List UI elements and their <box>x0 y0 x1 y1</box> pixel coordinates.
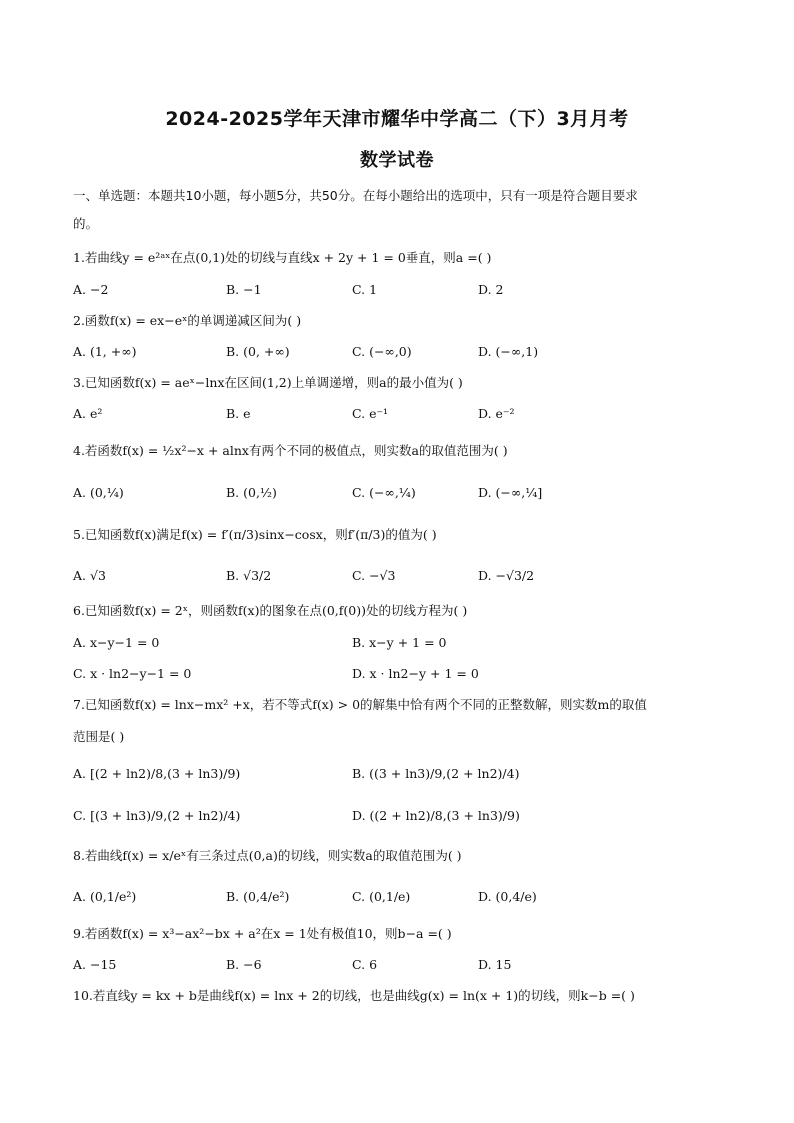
question-4-option-d: D. (−∞,¼] <box>478 485 543 500</box>
question-7-option-b: B. ((3 + ln3)/9,(2 + ln2)/4) <box>352 766 520 781</box>
question-5-option-a: A. √3 <box>73 568 106 583</box>
question-1-option-d: D. 2 <box>478 282 504 297</box>
question-10-stem: 10.若直线y = kx + b是曲线f(x) = lnx + 2的切线，也是曲线g(x) = ln(x + 1)的切线，则k−b =( ) <box>73 988 635 1003</box>
question-7-stem: 7.已知函数f(x) = lnx−mx² +x，若不等式f(x) > 0的解集中恰有两个不同的正整数解，则实数m的取值 <box>73 697 647 712</box>
question-8-option-c: C. (0,1/e) <box>352 889 411 904</box>
question-3-stem: 3.已知函数f(x) = aeˣ−lnx在区间(1,2)上单调递增，则a的最小值为( ) <box>73 375 463 390</box>
question-9-option-b: B. −6 <box>226 957 262 972</box>
question-3-option-a: A. e² <box>73 406 103 421</box>
question-2-stem: 2.函数f(x) = ex−eˣ的单调递减区间为( ) <box>73 313 302 328</box>
question-1-stem: 1.若曲线y = e²ᵃˣ在点(0,1)处的切线与直线x + 2y + 1 = 0垂直，则a =( ) <box>73 250 492 265</box>
question-4-option-b: B. (0,½) <box>226 485 277 500</box>
page-subtitle: 数学试卷 <box>360 150 434 171</box>
question-2-option-d: D. (−∞,1) <box>478 344 539 359</box>
question-8-option-a: A. (0,1/e²) <box>73 889 137 904</box>
question-3-option-d: D. e⁻² <box>478 406 515 421</box>
question-4-option-a: A. (0,¼) <box>73 485 124 500</box>
question-7-option-a: A. [(2 + ln2)/8,(3 + ln3)/9) <box>73 766 241 781</box>
question-7-stem-cont: 范围是( ) <box>73 729 125 744</box>
question-3-option-b: B. e <box>226 406 251 421</box>
question-7-option-d: D. ((2 + ln2)/8,(3 + ln3)/9) <box>352 808 520 823</box>
question-5-option-c: C. −√3 <box>352 568 396 583</box>
question-8-option-b: B. (0,4/e²) <box>226 889 290 904</box>
question-6-option-d: D. x · ln2−y + 1 = 0 <box>352 666 479 681</box>
question-7-option-c: C. [(3 + ln3)/9,(2 + ln2)/4) <box>73 808 241 823</box>
question-1-option-c: C. 1 <box>352 282 378 297</box>
question-6-option-c: C. x · ln2−y−1 = 0 <box>73 666 192 681</box>
question-4-option-c: C. (−∞,¼) <box>352 485 416 500</box>
page-title: 2024-2025学年天津市耀华中学高二（下）3月月考 <box>165 108 629 130</box>
section-heading-line1: 一、单选题：本题共10小题，每小题5分，共50分。在每小题给出的选项中，只有一项是符合题目要求 <box>73 188 638 203</box>
question-9-option-d: D. 15 <box>478 957 512 972</box>
question-6-option-b: B. x−y + 1 = 0 <box>352 635 447 650</box>
question-1-option-a: A. −2 <box>73 282 109 297</box>
question-4-stem: 4.若函数f(x) = ½x²−x + alnx有两个不同的极值点，则实数a的取值范围为( ) <box>73 443 508 458</box>
question-9-option-a: A. −15 <box>73 957 117 972</box>
question-5-stem: 5.已知函数f(x)满足f(x) = f′(π/3)sinx−cosx，则f′(π/3)的值为( ) <box>73 527 437 542</box>
question-1-option-b: B. −1 <box>226 282 262 297</box>
question-9-option-c: C. 6 <box>352 957 378 972</box>
question-6-stem: 6.已知函数f(x) = 2ˣ，则函数f(x)的图象在点(0,f(0))处的切线方程为( ) <box>73 603 468 618</box>
question-9-stem: 9.若函数f(x) = x³−ax²−bx + a²在x = 1处有极值10，则b−a =( ) <box>73 926 452 941</box>
question-6-option-a: A. x−y−1 = 0 <box>73 635 160 650</box>
question-2-option-c: C. (−∞,0) <box>352 344 412 359</box>
question-8-stem: 8.若曲线f(x) = x/eˣ有三条过点(0,a)的切线，则实数a的取值范围为( ) <box>73 848 462 863</box>
question-5-option-d: D. −√3/2 <box>478 568 535 583</box>
question-5-option-b: B. √3/2 <box>226 568 272 583</box>
question-8-option-d: D. (0,4/e) <box>478 889 537 904</box>
question-2-option-b: B. (0, +∞) <box>226 344 290 359</box>
section-heading-line2: 的。 <box>73 216 99 231</box>
question-3-option-c: C. e⁻¹ <box>352 406 389 421</box>
question-2-option-a: A. (1, +∞) <box>73 344 137 359</box>
